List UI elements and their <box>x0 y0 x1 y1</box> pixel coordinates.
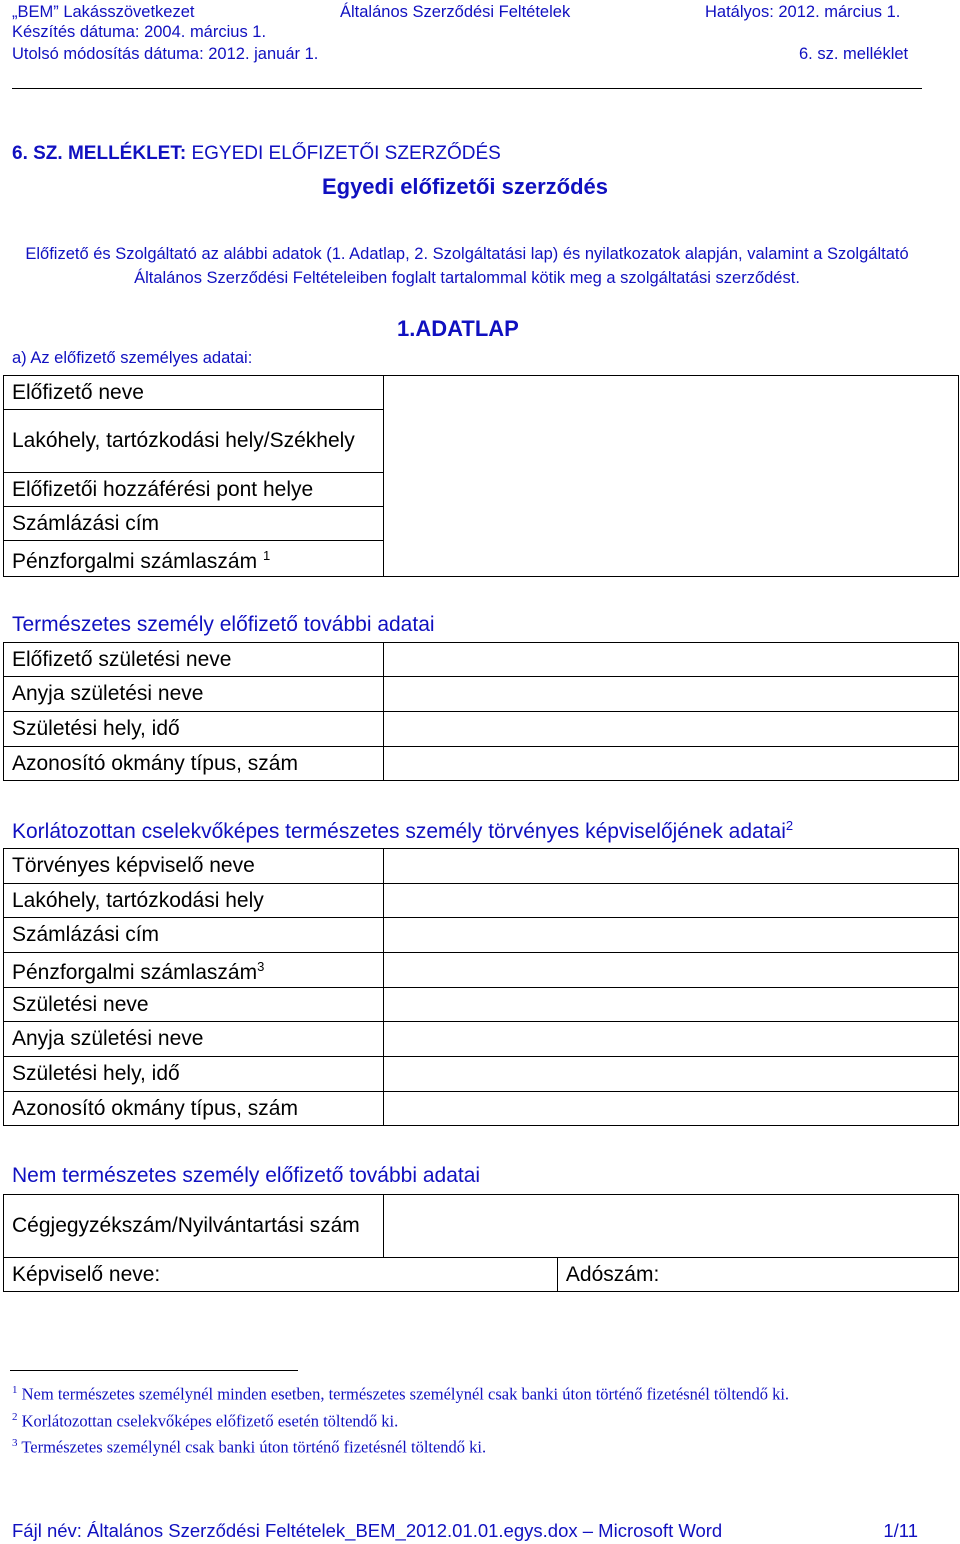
representative-bank-account-field[interactable] <box>384 953 959 988</box>
field-label: Adószám: <box>565 1262 660 1286</box>
field-label: Előfizető születési neve <box>4 643 384 677</box>
field-label: Anyja születési neve <box>4 1022 384 1057</box>
page-header-line2 <box>12 22 922 42</box>
field-label: Azonosító okmány típus, szám <box>4 1092 384 1126</box>
birth-name-field[interactable] <box>384 643 959 677</box>
field-label: Lakóhely, tartózkodási hely/Székhely <box>4 410 384 473</box>
personal-data-table <box>3 375 959 577</box>
document-title: Egyedi előfizetői szerződés <box>321 174 609 199</box>
table-row <box>4 376 959 410</box>
table-row <box>4 1092 959 1126</box>
legal-entity-section-title: Nem természetes személy előfizető további adatai <box>12 1164 481 1187</box>
footnote-ref: 2 <box>785 818 794 833</box>
legal-representative-table <box>3 848 959 1126</box>
section-a-title: a) Az előfizető személyes adatai: <box>12 349 253 367</box>
table-row <box>4 1258 959 1292</box>
footnote-number: 1 <box>12 1384 18 1396</box>
table-row <box>4 677 959 712</box>
footnote-ref: 3 <box>257 959 265 974</box>
footnote <box>12 1406 912 1433</box>
representative-address-field[interactable] <box>384 884 959 918</box>
footnote-text: Nem természetes személynél minden esetben, természetes személynél csak banki úton történő fizetésnél töltendő ki. <box>21 1384 790 1404</box>
table-row <box>4 712 959 747</box>
footnote <box>12 1379 912 1406</box>
footnote-divider <box>10 1370 298 1371</box>
id-document-field[interactable] <box>384 747 959 781</box>
representative-birth-place-field[interactable] <box>384 1057 959 1092</box>
annex-heading <box>12 143 501 165</box>
header-created-date: Készítés dátuma: 2004. március 1. <box>12 23 267 41</box>
annex-name: EGYEDI ELŐFIZETŐI SZERZŐDÉS <box>191 143 501 164</box>
representative-billing-field[interactable] <box>384 918 959 953</box>
field-label: Számlázási cím <box>4 507 384 541</box>
field-label: Anyja születési neve <box>4 677 384 712</box>
subscriber-name-field[interactable] <box>384 376 959 577</box>
adatlap-title: 1.ADATLAP <box>397 316 519 341</box>
field-label <box>4 541 384 577</box>
table-row <box>4 953 959 988</box>
footnote-text: Korlátozottan cselekvőképes előfizető esetén töltendő ki. <box>21 1411 399 1430</box>
footnotes <box>12 1379 912 1459</box>
footer-filename: Fájl név: Általános Szerződési Feltételek_BEM_2012.01.01.egys.dox – Microsoft Word <box>12 1520 723 1541</box>
table-row <box>4 849 959 884</box>
table-row <box>4 1195 959 1258</box>
field-label: Képviselő neve: <box>12 1262 161 1286</box>
tax-number-cell[interactable] <box>557 1258 958 1292</box>
table-row <box>4 988 959 1022</box>
intro-paragraph: Előfizető és Szolgáltató az alábbi adatok (1. Adatlap, 2. Szolgáltatási lap) és nyilatkozatok alapján, valamint a Szolgáltató Általános Szerződési Feltételeiben foglalt tartalommal kötik meg a szolgáltatási szerződést. <box>25 245 909 287</box>
field-label: Születési neve <box>4 988 384 1022</box>
field-label <box>4 953 384 988</box>
legal-entity-table <box>3 1194 959 1292</box>
field-label: Születési hely, idő <box>4 712 384 747</box>
header-effective-date: Hatályos: 2012. március 1. <box>705 3 901 21</box>
footnote-text: Természetes személynél csak banki úton történő fizetésnél töltendő ki. <box>21 1437 487 1457</box>
legal-representative-section-title <box>12 818 793 844</box>
field-label: Azonosító okmány típus, szám <box>4 747 384 781</box>
representative-name-cell[interactable] <box>4 1258 558 1292</box>
field-label: Cégjegyzékszám/Nyilvántartási szám <box>4 1195 384 1258</box>
page-number: 1/11 <box>883 1520 918 1541</box>
footnote-number: 3 <box>12 1437 18 1449</box>
birth-place-date-field[interactable] <box>384 712 959 747</box>
header-divider <box>12 88 922 89</box>
field-label: Előfizető neve <box>4 376 384 410</box>
representative-id-document-field[interactable] <box>384 1092 959 1126</box>
header-annex-ref: 6. sz. melléklet <box>799 45 909 63</box>
field-label: Előfizetői hozzáférési pont helye <box>4 473 384 507</box>
field-label: Számlázási cím <box>4 918 384 953</box>
header-org: „BEM” Lakásszövetkezet <box>12 3 195 21</box>
table-row <box>4 1057 959 1092</box>
representative-mother-name-field[interactable] <box>384 1022 959 1057</box>
field-label-text: Pénzforgalmi számlaszám <box>12 549 258 573</box>
table-row <box>4 747 959 781</box>
natural-person-table <box>3 642 959 781</box>
header-modified-date: Utolsó módosítás dátuma: 2012. január 1. <box>12 45 319 63</box>
registration-number-field[interactable] <box>384 1195 959 1258</box>
field-label: Törvényes képviselő neve <box>4 849 384 884</box>
annex-number: 6. SZ. MELLÉKLET: <box>12 143 187 164</box>
representative-name-field[interactable] <box>384 849 959 884</box>
page-header-line1 <box>12 2 922 22</box>
footnote-number: 2 <box>12 1410 18 1423</box>
field-label: Lakóhely, tartózkodási hely <box>4 884 384 918</box>
footnote-ref: 1 <box>262 547 271 563</box>
table-row <box>4 1022 959 1057</box>
table-row <box>4 918 959 953</box>
page-header-line3 <box>12 44 922 64</box>
footnote <box>12 1432 912 1459</box>
section-title-text: Korlátozottan cselekvőképes természetes személy törvényes képviselőjének adatai <box>12 820 786 843</box>
mother-name-field[interactable] <box>384 677 959 712</box>
table-row <box>4 884 959 918</box>
representative-birth-name-field[interactable] <box>384 988 959 1022</box>
header-doc-name: Általános Szerződési Feltételek <box>340 3 571 21</box>
field-label: Születési hely, idő <box>4 1057 384 1092</box>
table-row <box>4 643 959 677</box>
natural-person-section-title: Természetes személy előfizető további adatai <box>12 613 435 636</box>
field-label-text: Pénzforgalmi számlaszám <box>12 961 258 984</box>
